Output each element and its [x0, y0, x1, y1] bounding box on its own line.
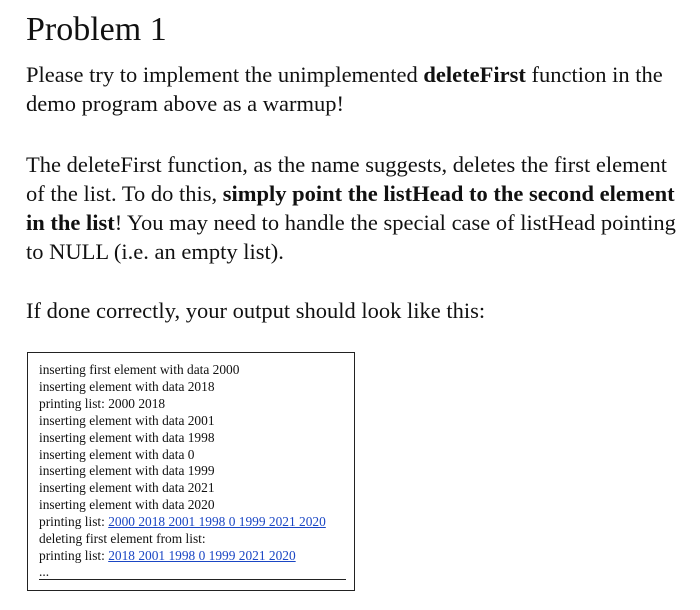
print-label: printing list:: [39, 514, 109, 530]
output-line: inserting first element with data 2000: [39, 362, 240, 377]
output-ellipsis: ...: [39, 565, 346, 580]
print-values: 2018 2001 1998 0 1999 2021 2020: [108, 547, 296, 563]
intro-text-end: function in the demo program above as a warmup!: [26, 62, 663, 116]
problem-title: Problem 1: [26, 11, 167, 48]
output-line: inserting element with data 2018: [39, 378, 215, 394]
output-line: inserting element with data 0: [39, 446, 195, 462]
output-line: inserting element with data 2020: [39, 497, 215, 513]
output-line: printing list: 2000 2018: [39, 395, 166, 411]
output-line: inserting element with data 1999: [39, 463, 215, 479]
expected-output-box: [27, 352, 355, 591]
function-name: deleteFirst: [423, 62, 526, 87]
output-delete-line: deleting first element from list:: [39, 531, 206, 547]
intro-paragraph: [26, 60, 686, 118]
print-values: 2000 2018 2001 1998 0 1999 2021 2020: [108, 514, 326, 530]
output-print-line: [39, 548, 354, 565]
print-label: printing list:: [39, 547, 109, 563]
expected-output-intro: If done correctly, your output should look like this:: [26, 298, 486, 323]
explanation-emphasis: simply point the listHead to the second element in the list: [26, 181, 675, 235]
output-line: inserting element with data 2001: [39, 412, 215, 428]
explanation-paragraph: [26, 150, 686, 266]
explanation-text-end: ! You may need to handle the special case of listHead pointing to NULL (i.e. an empty list).: [26, 210, 676, 264]
explanation-text-start: The deleteFirst function, as the name suggests, deletes the first element of the list. To do this,: [26, 152, 668, 206]
intro-text-start: Please try to implement the unimplemented: [26, 62, 424, 87]
output-line: inserting element with data 1998: [39, 429, 215, 445]
output-line: inserting element with data 2021: [39, 480, 215, 496]
output-print-line: [39, 514, 354, 531]
